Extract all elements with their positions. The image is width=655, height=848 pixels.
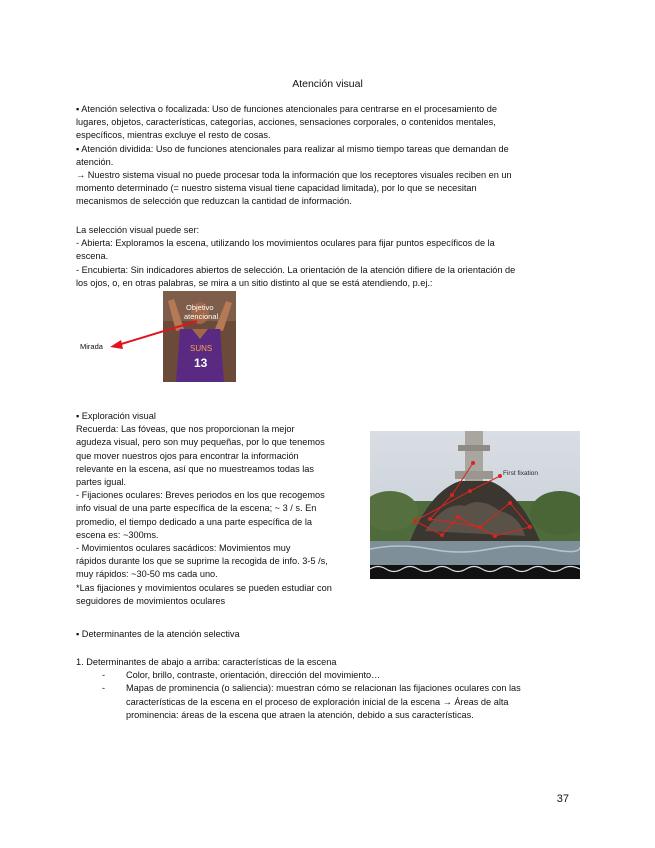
- svg-text:SUNS: SUNS: [190, 344, 213, 353]
- text-line: agudeza visual, pero son muy pequeñas, por lo que tenemos: [76, 437, 325, 448]
- fountain-water: [370, 541, 580, 565]
- text-line: momento determinado (= nuestro sistema visual tiene capacidad limitada), por lo que se necesitan: [76, 183, 477, 194]
- list-heading: 1. Determinantes de abajo a arriba: características de la escena: [76, 657, 337, 667]
- text-line: partes igual.: [76, 477, 127, 488]
- page-title: Atención visual: [292, 78, 363, 90]
- arrow-head: [110, 340, 123, 349]
- text-line: promedio, el tiempo dedicado a una parte específica de la: [76, 516, 312, 527]
- text-line: escena es: ~300ms.: [76, 529, 159, 540]
- page-number: 37: [556, 793, 569, 805]
- label-attentional-target: Objetivo: [186, 303, 214, 312]
- text-line: atención.: [76, 156, 114, 167]
- text-line: - Movimientos oculares sacádicos: Movimientos muy: [76, 543, 291, 554]
- text-line: escena.: [76, 251, 109, 262]
- section-heading: ▪ Exploración visual: [76, 411, 156, 421]
- text-line: ▪ Atención dividida: Uso de funciones atencionales para realizar al mismo tiempo tareas que demandan de: [76, 143, 509, 154]
- text-line: ▪ Atención selectiva o focalizada: Uso de funciones atencionales para centrarse en el procesamiento de: [76, 104, 498, 114]
- text-line: info visual de una parte específica de la escena; ~ 3 / s. En: [76, 503, 317, 514]
- text-line: relevante en la escena, así que no muestreamos todas las: [76, 463, 314, 474]
- paragraph-bottom-up: [76, 656, 576, 722]
- text-line: que mover nuestros ojos para encontrar la información: [76, 450, 299, 461]
- covert-attention-figure: [76, 291, 256, 386]
- text-line: seguidores de movimientos oculares: [76, 595, 226, 606]
- text-line: los ojos, o, en otras palabras, se mira a un sitio distinto al que se está atendiendo, p.ej.:: [76, 277, 433, 288]
- label-attentional-target-2: atencional: [184, 312, 219, 321]
- section-heading-determinants: ▪ Determinantes de la atención selectiva: [76, 629, 240, 639]
- text-line: Recuerda: Las fóveas, que nos proporcionan la mejor: [76, 424, 295, 435]
- eye-tracking-scanpath-figure: [370, 431, 580, 579]
- paragraph-attention-types: [76, 103, 576, 209]
- label-first-fixation: First fixation: [503, 470, 539, 477]
- list-item: - Color, brillo, contraste, orientación, dirección del movimiento…: [102, 670, 381, 681]
- text-line: mecanismos de selección que reduzcan la cantidad de información.: [76, 196, 352, 207]
- text-line: - Encubierta: Sin indicadores abiertos de selección. La orientación de la atención difiere de la orientación de: [76, 264, 516, 275]
- text-line: lugares, objetos, características, categorías, acciones, sensaciones corporales, o contenidos mentales,: [76, 117, 496, 128]
- text-line: rápidos durante los que se suprime la recogida de info. 3-5 /s,: [76, 556, 328, 567]
- label-gaze: Mirada: [80, 342, 103, 351]
- paragraph-visual-selection: [76, 224, 576, 290]
- list-item-continuation: prominencia: áreas de la escena que atraen la atención, debido a sus características.: [126, 709, 474, 720]
- jersey-number: 13: [194, 356, 208, 370]
- text-line: específicos, mientras excluye el resto de cosas.: [76, 130, 271, 141]
- text-line: - Fijaciones oculares: Breves periodos en los que recogemos: [76, 490, 325, 501]
- list-item-continuation: características de la escena en el proceso de exploración inicial de la escena → Áreas de alta: [126, 696, 509, 707]
- text-line: La selección visual puede ser:: [76, 225, 200, 235]
- text-line: → Nuestro sistema visual no puede procesar toda la información que los receptores visuales reciben en un: [76, 170, 512, 181]
- text-line: muy rápidos: ~30-50 ms cada uno.: [76, 569, 218, 580]
- paragraph-visual-exploration: [76, 410, 366, 608]
- list-item: - Mapas de prominencia (o saliencia): muestran cómo se relacionan las fijaciones oculares con las: [102, 683, 521, 694]
- text-line: - Abierta: Exploramos la escena, utilizando los movimientos oculares para fijar puntos específicos de la: [76, 238, 495, 249]
- text-line: *Las fijaciones y movimientos oculares se pueden estudiar con: [76, 582, 332, 593]
